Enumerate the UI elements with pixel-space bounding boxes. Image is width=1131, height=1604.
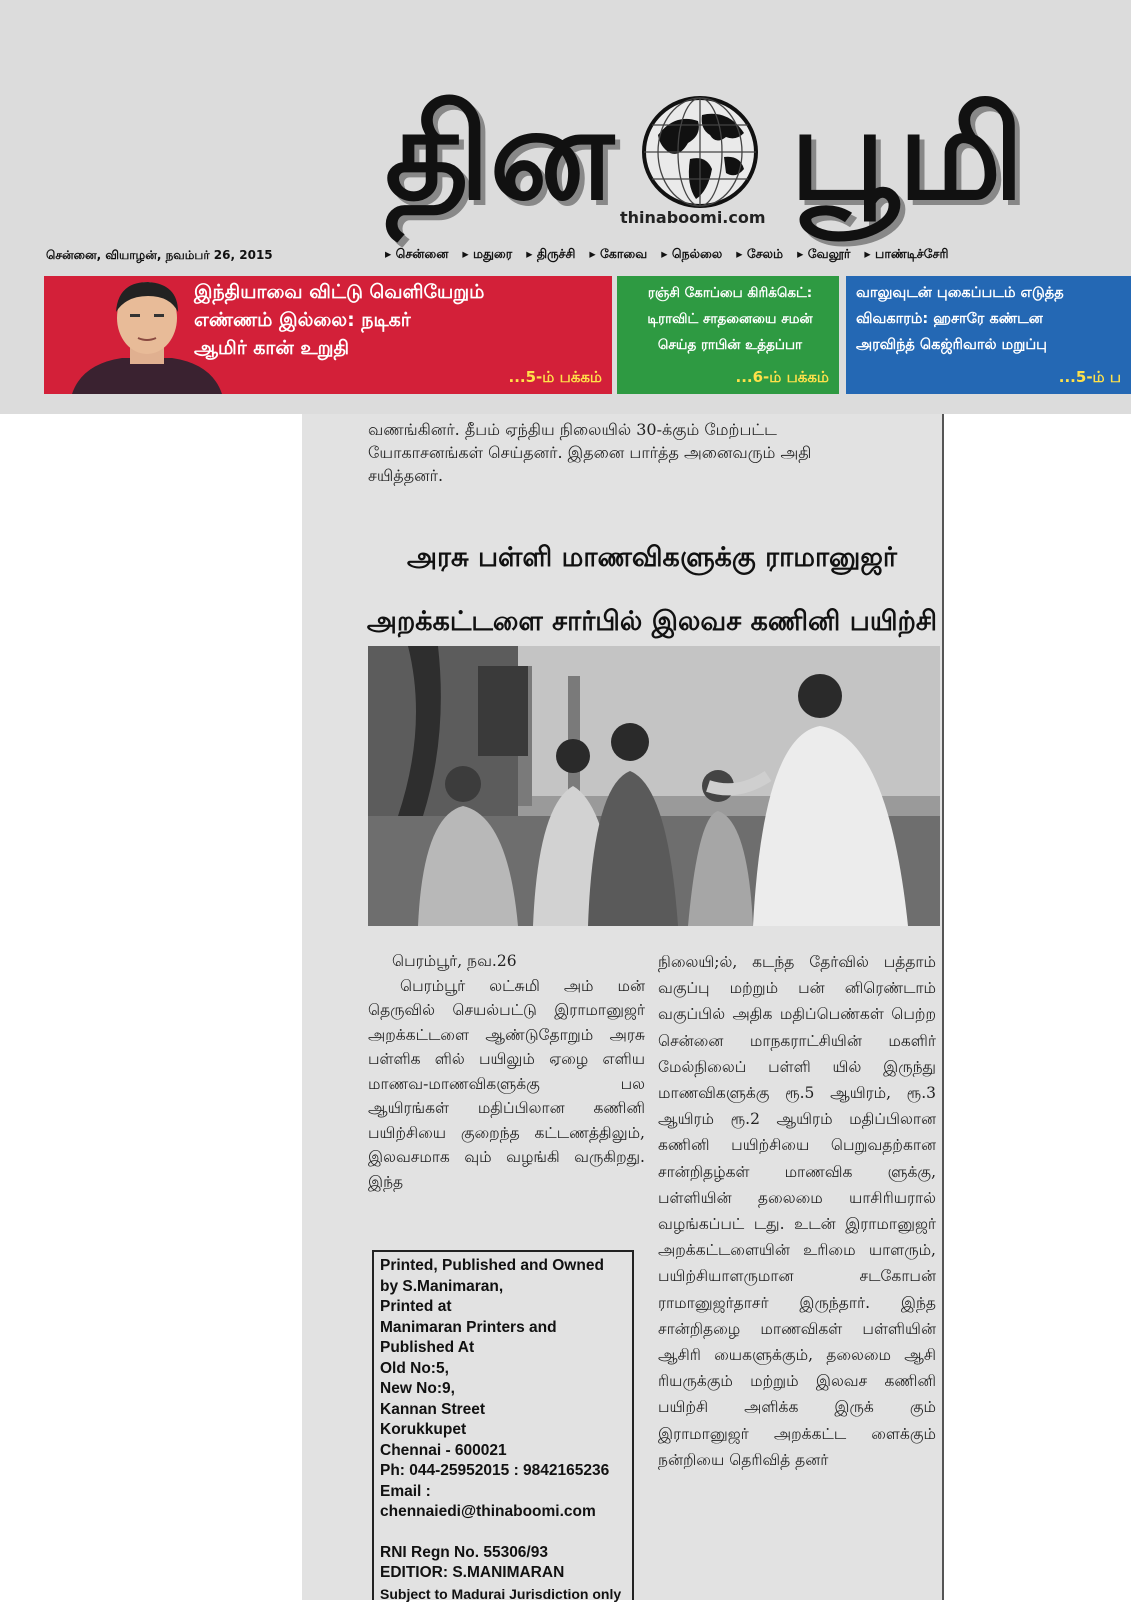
- teaser-line: டிராவிட் சாதனையை சமன்: [625, 306, 835, 332]
- teaser-line: அரவிந்த் கெஜ்ரிவால் மறுப்பு: [856, 332, 1064, 358]
- imprint-line: Subject to Madurai Jurisdiction only: [380, 1584, 626, 1604]
- imprint-line: Korukkupet: [380, 1420, 626, 1441]
- teaser-cricket[interactable]: [617, 276, 839, 394]
- imprint-line: Email :: [380, 1482, 626, 1503]
- teaser-page-ref: ...5-ம் ப: [1059, 368, 1121, 388]
- teaser-line: இந்தியாவை விட்டு வெளியேறும்: [194, 278, 484, 306]
- imprint-line: Printed at: [380, 1297, 626, 1318]
- city-editions: [385, 246, 948, 263]
- teaser-line: எண்ணம் இல்லை: நடிகர்: [194, 306, 484, 334]
- teaser-line: வாலுவுடன் புகைப்படம் எடுத்த: [856, 280, 1064, 306]
- city-edition[interactable]: ▸ கோவை: [589, 246, 647, 263]
- lead-line: யோகாசனங்கள் செய்தனர். இதனை பார்த்த அனைவரும் அதி: [368, 441, 938, 464]
- imprint-line: Chennai - 600021: [380, 1441, 626, 1462]
- city-edition[interactable]: ▸ வேலூர்: [797, 246, 850, 263]
- imprint-line: RNI Regn No. 55306/93: [380, 1543, 626, 1564]
- headline-line: அறக்கட்டளை சார்பில் இலவச கணினி பயிற்சி: [362, 590, 942, 654]
- imprint-line: New No:9,: [380, 1379, 626, 1400]
- city-edition[interactable]: ▸ மதுரை: [462, 246, 512, 263]
- imprint-line: Printed, Published and Owned: [380, 1256, 626, 1277]
- logo-left-text: தின: [385, 90, 614, 218]
- imprint-spacer: [380, 1523, 626, 1543]
- imprint-line: Old No:5,: [380, 1359, 626, 1380]
- lead-line: வணங்கினர். தீபம் ஏந்திய நிலையில் 30-க்கும் மேற்பட்ட: [368, 418, 938, 441]
- imprint-box: [372, 1250, 634, 1600]
- article-clipping: [302, 414, 944, 1600]
- imprint-line: Published At: [380, 1338, 626, 1359]
- masthead: [0, 0, 1131, 414]
- dateline: சென்னை, வியாழன், நவம்பர் 26, 2015: [46, 248, 273, 264]
- imprint-line: EDITIOR: S.MANIMARAN: [380, 1563, 626, 1584]
- article-headline: [362, 526, 942, 654]
- teaser-kejriwal[interactable]: [846, 276, 1131, 394]
- city-edition[interactable]: ▸ சென்னை: [385, 246, 448, 263]
- teaser-line: ஆமிர் கான் உறுதி: [194, 334, 484, 362]
- imprint-line: Manimaran Printers and: [380, 1318, 626, 1339]
- imprint-line: Ph: 044-25952015 : 9842165236: [380, 1461, 626, 1482]
- teaser-line: ரஞ்சி கோப்பை கிரிக்கெட்:: [625, 280, 835, 306]
- teaser-page-ref: ...5-ம் பக்கம்: [509, 368, 602, 388]
- article-dateline: பெரம்பூர், நவ.26: [368, 949, 645, 974]
- imprint-line: Kannan Street: [380, 1400, 626, 1421]
- teaser-page-ref: ...6-ம் பக்கம்: [736, 368, 829, 388]
- city-edition[interactable]: ▸ பாண்டிச்சேரி: [864, 246, 948, 263]
- imprint-email[interactable]: chennaiedi@thinaboomi.com: [380, 1502, 626, 1523]
- site-url: thinaboomi.com: [620, 208, 766, 227]
- article-paragraph: பெரம்பூர் லட்சுமி அம் மன் தெருவில் செயல்பட்டு இராமானுஜர் அறக்கட்டளை ஆண்டுதோறும் அரசு பள்ளிக ளில் பயிலும் ஏழை எளிய மாணவ-மாணவிகளுக்கு பல ஆயிரங்கள் மதிப்பிலான கணினி பயிற்சியை குறைந்த கட்டணத்திலும், இலவசமாக வும் வழங்கி வருகிறது. இந்த: [368, 974, 645, 1195]
- teaser-line: செய்த ராபின் உத்தப்பா: [625, 332, 835, 358]
- article-column-left: [368, 949, 645, 1194]
- city-edition[interactable]: ▸ சேலம்: [736, 246, 783, 263]
- logo-right-text: பூமி: [790, 90, 1024, 218]
- article-column-right: நிலையி;ல், கடந்த தேர்வில் பத்தாம் வகுப்பு மற்றும் பன் னிரெண்டாம் வகுப்பில் அதிக மதிப்பெண்கள் பெற்ற சென்னை மாநகராட்சியின் மகளிர் மேல்நிலைப் பள்ளி யில் இருந்து மாணவிகளுக்கு ரூ.5 ஆயிரம், ரூ.3 ஆயிரம் ரூ.2 ஆயிரம் மதிப்பிலான கணினி பயிற்சியை பெறுவதற்கான சான்றிதழ்கள் மாணவிக ளுக்கு, பள்ளியின் தலைமை யாசிரியரால் வழங்கப்பட் டது. உடன் இராமானுஜர் அறக்கட்டளையின் உரிமை யாளரும், பயிற்சியாளருமான சடகோபன் ராமானுஜர்தாசர் இருந்தார். இந்த சான்றிதழை மாணவிகள் பள்ளியின் ஆசிரி யைகளுக்கும், தலைமை ஆசி ரியருக்கும் மற்றும் இலவச கணினி பயிற்சி அளிக்க இருக் கும் இராமானுஜர் அறக்கட்ட ளைக்கும் நன்றியை தெரிவித் தனர்: [658, 949, 936, 1473]
- globe-icon: [640, 95, 760, 210]
- teaser-aamir-khan[interactable]: [44, 276, 612, 394]
- teaser-line: விவகாரம்: ஹசாரே கண்டன: [856, 306, 1064, 332]
- previous-article-tail: [368, 418, 938, 487]
- news-photo: [368, 646, 940, 926]
- imprint-line: by S.Manimaran,: [380, 1277, 626, 1298]
- headline-line: அரசு பள்ளி மாணவிகளுக்கு ராமானுஜர்: [362, 526, 942, 590]
- city-edition[interactable]: ▸ நெல்லை: [661, 246, 722, 263]
- lead-line: சயித்தனர்.: [368, 464, 938, 487]
- city-edition[interactable]: ▸ திருச்சி: [526, 246, 575, 263]
